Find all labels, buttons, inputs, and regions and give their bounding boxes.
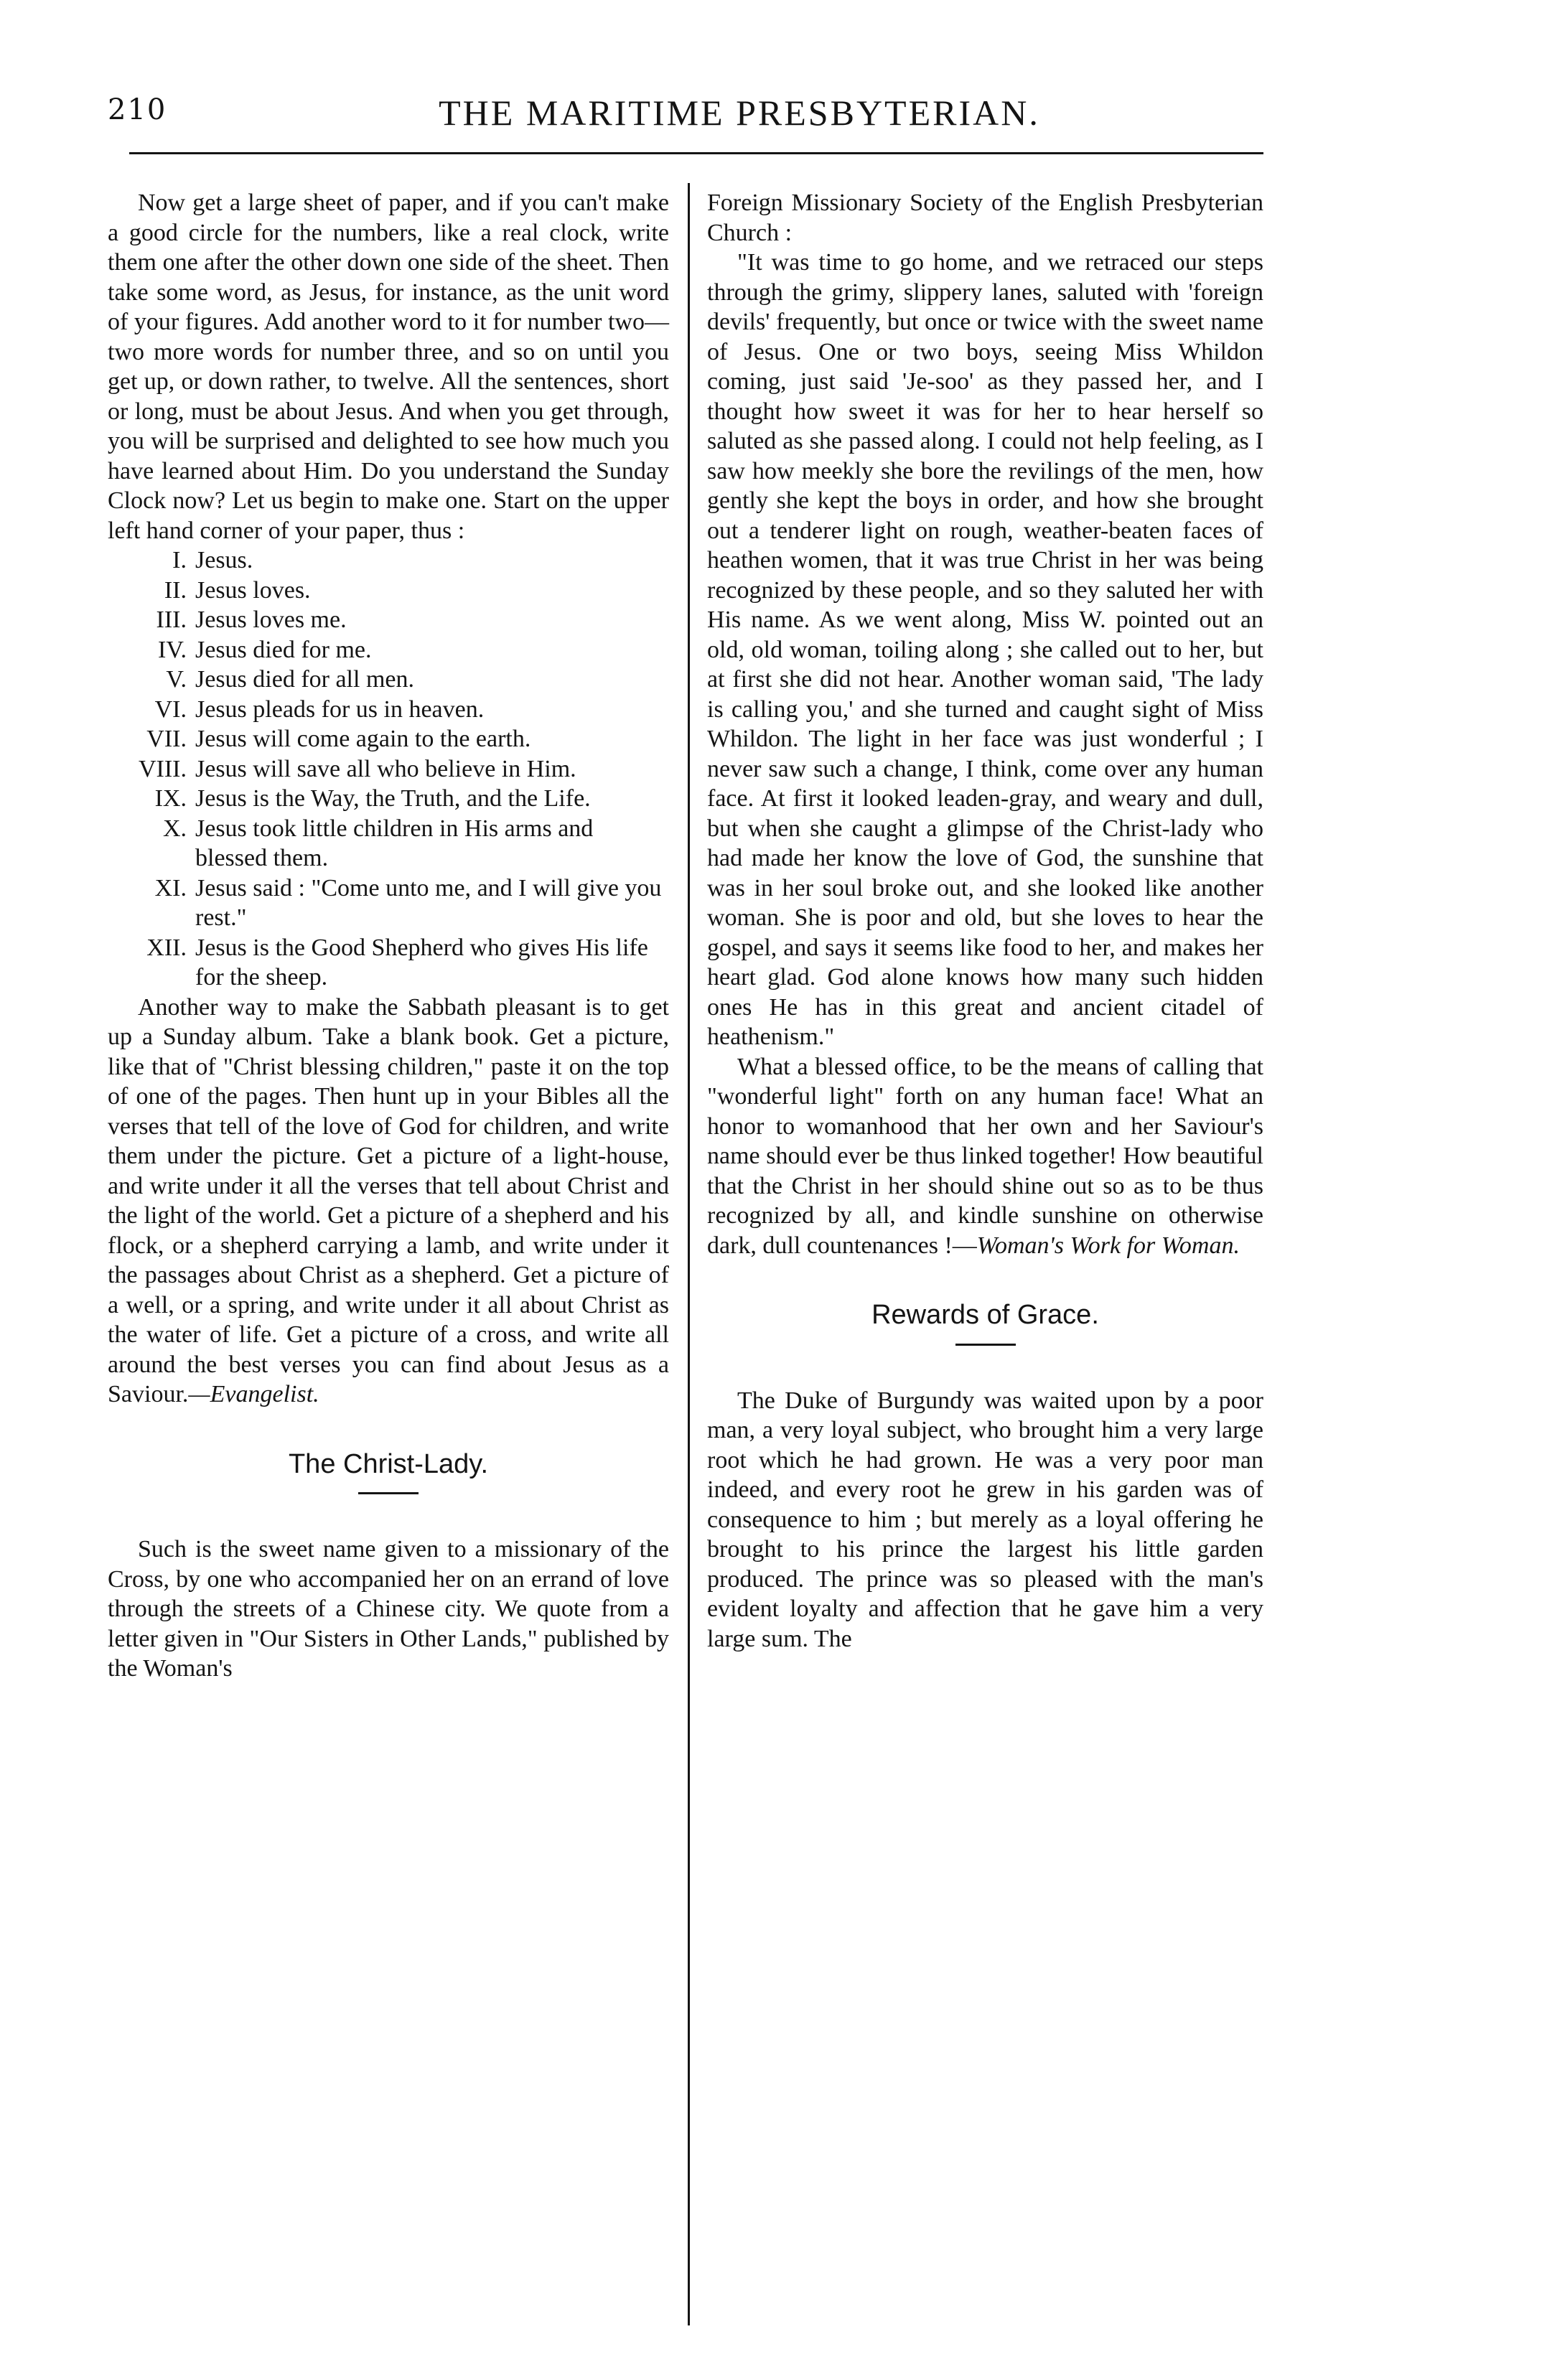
continuation-text: Foreign Missionary Society of the English Presbyterian Church :: [707, 189, 1263, 246]
list-text: Jesus loves me.: [195, 606, 347, 633]
list-text: Jesus died for all men.: [195, 666, 414, 693]
christ-lady-heading: The Christ-Lady.: [288, 1448, 489, 1479]
list-text: Jesus took little children in His arms and blessed them.: [195, 815, 594, 871]
list-item: [108, 576, 669, 606]
letter-quote-paragraph: "It was time to go home, and we retraced our steps through the grimy, slippery lanes, saluted with 'foreign devils' frequently, but once or twice with the sweet name of Jesus. One or two boys, seeing Miss Whildon coming, just said 'Je-soo' as they passed her, and I thought how sweet it was for her to hear herself so saluted as she passed along. I could not help feeling, as I saw how meekly she bore the revilings of the men, how gently she kept the boys in order, and how she brought out a tenderer light on rough, weather-beaten faces of heathen women, that it was true Christ in her was being recognized by these people, and so they saluted her with His name. As we went along, Miss W. pointed out an old, old woman, toiling along ; she called out to her, but at first she did not hear. Another woman said, 'The lady is calling you,' and she turned and caught sight of Miss Whildon. The light in her face was just wonderful ; I never saw such a change, I think, come over any human face. At first it looked leaden-gray, and weary and dull, but when she caught a glimpse of the Christ-lady who had made her know the love of God, the sunshine that was in her soul broke out, and she looked like another woman. She is poor and old, but she loves to hear the gospel, and says it seems like food to her, and makes her heart glad. God alone knows how many such hidden ones He has in this great and ancient citadel of heathenism.": [707, 249, 1263, 1050]
list-number: II.: [164, 576, 187, 604]
page-number: 210: [108, 93, 167, 126]
list-number: I.: [172, 547, 187, 573]
right-column: [707, 188, 1263, 1654]
list-text: Jesus said : "Come unto me, and I will give you rest.": [195, 874, 662, 931]
list-item: [108, 695, 669, 725]
list-item: [108, 665, 669, 695]
list-text: Jesus.: [195, 547, 253, 573]
list-text: Jesus is the Way, the Truth, and the Life.: [195, 785, 591, 812]
list-number: X.: [162, 815, 187, 842]
list-text: Jesus will save all who believe in Him.: [195, 755, 576, 782]
sunday-clock-paragraph: Now get a large sheet of paper, and if you can't make a good circle for the numbers, like a real clock, write them one after the other down one side of the sheet. Then take some word, as Jesus, for instance, as the unit word of your figures. Add another word to it for number two— two more words for number three, and so on until you get up, or down rather, to twelve. All the sentences, short or long, must be about Jesus. And when you get through, you will be surprised and delighted to see how much you have learned about Him. Do you understand the Sunday Clock now? Let us begin to make one. Start on the upper left hand corner of your paper, thus :: [108, 189, 669, 544]
list-text: Jesus loves.: [195, 576, 311, 604]
list-text: Jesus is the Good Shepherd who gives His life for the sheep.: [195, 934, 648, 990]
blessed-office-paragraph: [707, 1052, 1263, 1261]
list-number: VII.: [146, 726, 187, 752]
list-text: Jesus pleads for us in heaven.: [195, 695, 485, 723]
album-text: Another way to make the Sabbath pleasant is to get up a Sunday album. Take a blank book. Get a picture, like that of "Christ blessing children," paste it on the top of one of the pages. Then hunt up in your Bibles all the verses that tell of the love of God for children, and write them under the picture. Get a picture of a light-house, and write under it all the verses that tell about Christ and the light of the world. Get a picture of a shepherd and his flock, or a shepherd carrying a lamb, and write under it the passages about Christ as a shepherd. Get a picture of a well, or a spring, and write under it all about Christ as the water of life. Get a picture of a cross, and write all around the best verses you can find about Jesus as a Saviour.: [108, 993, 669, 1407]
list-item: [108, 605, 669, 635]
list-number: VI.: [154, 695, 187, 723]
heading-rule: [955, 1344, 1016, 1346]
list-text: Jesus will come again to the earth.: [195, 726, 531, 752]
list-number: IX.: [154, 785, 187, 812]
periodical-title: THE MARITIME PRESBYTERIAN.: [439, 93, 1040, 133]
sunday-album-paragraph: [108, 993, 669, 1410]
heading-rule: [358, 1492, 419, 1494]
list-number: XII.: [146, 934, 187, 961]
rewards-heading: Rewards of Grace.: [871, 1300, 1099, 1330]
left-column: [108, 188, 669, 1684]
page-header: [108, 86, 1371, 136]
list-number: VIII.: [138, 755, 187, 782]
column-divider: [688, 183, 690, 2325]
list-text: Jesus died for me.: [195, 636, 372, 663]
list-item: [108, 814, 669, 873]
christ-lady-intro: Such is the sweet name given to a missionary of the Cross, by one who accompanied her on an errand of love through the streets of a Chinese city. We quote from a letter given in "Our Sisters in Other Lands," published by the Woman's: [108, 1536, 669, 1682]
list-number: V.: [166, 666, 187, 693]
office-signature: Woman's Work for Woman.: [976, 1232, 1240, 1259]
rewards-paragraph: The Duke of Burgundy was waited upon by a poor man, a very loyal subject, who brought him a very large root which he had grown. He was a very poor man indeed, and every root he grew in his garden was of consequence to him ; but merely as a loyal offering he brought to his prince the largest his little garden produced. The prince was so pleased with the man's evident loyalty and affection that he gave him a very large sum. The: [707, 1387, 1263, 1652]
list-item: [108, 724, 669, 754]
list-item: [108, 784, 669, 814]
list-number: IV.: [158, 636, 187, 663]
list-item: [108, 545, 669, 576]
list-item: [108, 873, 669, 933]
header-rule: [129, 152, 1263, 154]
list-item: [108, 635, 669, 665]
list-item: [108, 933, 669, 993]
list-item: [108, 754, 669, 784]
office-text: What a blessed office, to be the means of calling that "wonderful light" forth on any human face! What an honor to womanhood that her own and her Saviour's name should ever be thus linked together! How beautiful that the Christ in her should shine out so as to be thus recognized by all, and kindle sunshine on otherwise dark, dull countenances !—: [707, 1053, 1263, 1259]
list-number: III.: [156, 606, 187, 633]
list-number: XI.: [154, 874, 187, 901]
album-signature: —Evangelist.: [188, 1381, 319, 1407]
sunday-clock-list: [108, 545, 669, 993]
